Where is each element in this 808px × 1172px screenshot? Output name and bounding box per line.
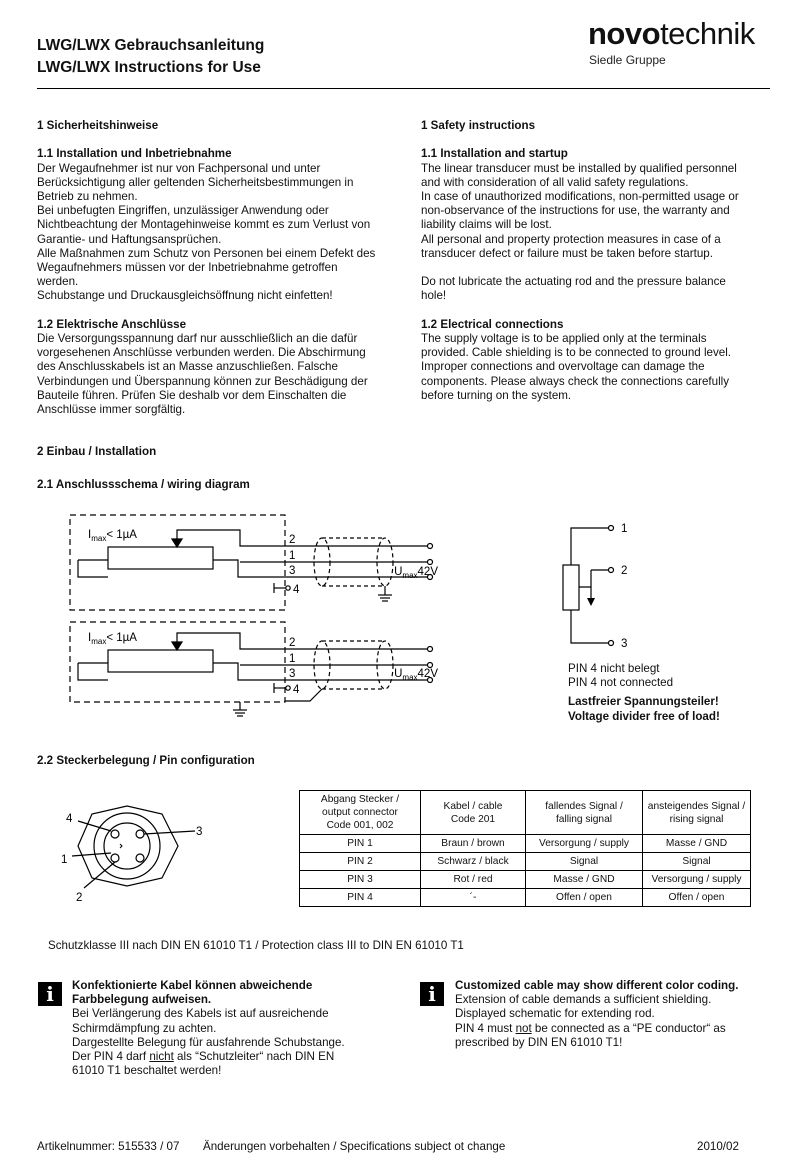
connector-pinout-diagram (58, 800, 218, 910)
pin-configuration-table (299, 790, 751, 907)
note-bold-line: Konfektionierte Kabel können abweichende (72, 979, 313, 992)
heading-pin-configuration: 2.2 Steckerbelegung / Pin configuration (37, 754, 255, 767)
installation-text-de (37, 162, 407, 304)
text-line: Betrieb zu nehmen. (37, 190, 138, 203)
table-cell: Signal (526, 853, 643, 871)
info-icon: i (420, 982, 444, 1006)
text-line: provided. Cable shielding is to be connected to ground level. (421, 346, 732, 360)
note-bold-line: Farbbelegung aufweisen. (72, 993, 212, 1007)
pin4-note (568, 662, 720, 724)
note-line: Extension of cable demands a sufficient shielding. (455, 993, 712, 1007)
text-line: Verbindungen und Überspannung können zur Beschädigung der (37, 374, 368, 388)
table-cell: Offen / open (526, 889, 643, 907)
title-german: LWG/LWX Gebrauchsanleitung (37, 37, 265, 54)
note-bold-line: Customized cable may show different color coding. (455, 979, 739, 992)
protection-class-text: Schutzklasse III nach DIN EN 61010 T1 / Protection class III to DIN EN 61010 T1 (48, 939, 464, 952)
divider-pin-label: 2 (621, 565, 628, 577)
text-line: Schubstange und Druckausgleichsöffnung nicht einfetten! (37, 289, 333, 303)
table-row (300, 871, 751, 889)
text-line: hole! (421, 289, 447, 303)
imax-label-upper: $I_{max}< 1\mu A$ (88, 529, 137, 543)
logo-bold: novo (588, 16, 661, 51)
pin4-note-de: PIN 4 nicht belegt (568, 662, 660, 675)
table-cell: Masse / GND (643, 835, 751, 853)
note-line: Schirmdämpfung zu achten. (72, 1021, 217, 1035)
text-line: Berücksichtigung aller geltenden Sicherheitsbestimmungen in (37, 175, 354, 189)
title-english: LWG/LWX Instructions for Use (37, 59, 261, 76)
text-line: Bauteile führen. Prüfen Sie deshalb vor dem Einschalten die (37, 388, 347, 402)
note-english (455, 979, 775, 1050)
specifications-note: Änderungen vorbehalten / Specifications subject ot change (203, 1140, 506, 1153)
text-line: Die Versorgungsspannung darf nur ausschließlich an die dafür (37, 332, 358, 346)
header-rule (37, 88, 770, 89)
document-title (37, 35, 264, 79)
text-line: Bei unbefugten Eingriffen, unzulässiger Anwendung oder (37, 204, 329, 218)
text-line: Improper connections and overvoltage can damage the (421, 360, 705, 374)
text-line: Der Wegaufnehmer ist nur von Fachpersonal und unter (37, 161, 321, 175)
potentiometer-body (563, 565, 579, 610)
text-line: In case of unauthorized modifications, non-permitted usage or (421, 190, 739, 203)
pin-label: 2 (289, 637, 296, 649)
connector-label: 3 (196, 826, 203, 838)
text-line: vorgesehenen Anschlüsse verbunden werden. Die Abschirmung (37, 346, 366, 360)
table-cell: Offen / open (643, 889, 751, 907)
text-line: Alle Maßnahmen zum Schutz von Personen bei einem Defekt des (37, 246, 376, 260)
note-line: Der PIN 4 darf nicht als “Schutzleiter“ nach DIN EN (72, 1050, 335, 1064)
table-cell: Masse / GND (526, 871, 643, 889)
table-cell: Versorgung / supply (526, 835, 643, 853)
text-line: and with consideration of all valid safety regulations. (421, 175, 689, 189)
text-line: Wegaufnehmers müssen vor der Inbetriebnahme getroffen (37, 261, 338, 275)
text-line: All personal and property protection measures in case of a (421, 232, 721, 246)
electrical-text-de (37, 332, 407, 417)
heading-safety-en: 1 Safety instructions (421, 119, 536, 132)
table-cell: Rot / red (421, 871, 526, 889)
text-line: werden. (37, 275, 79, 289)
heading-electrical-de: 1.2 Elektrische Anschlüsse (37, 317, 187, 331)
table-row (300, 853, 751, 871)
table-cell: PIN 1 (300, 835, 421, 853)
heading-electrical-en: 1.2 Electrical connections (421, 317, 564, 331)
table-header: fallendes Signal / falling signal (526, 791, 643, 835)
pin-label: 1 (289, 653, 296, 665)
heading-installation-section: 2 Einbau / Installation (37, 445, 157, 458)
note-line: Bei Verlängerung des Kabels ist auf ausreichende (72, 1007, 329, 1021)
logo-subtitle: Siedle Gruppe (589, 53, 666, 67)
divider-pin-label: 3 (621, 638, 628, 650)
note-line: prescribed by DIN EN 61010 T1! (455, 1035, 623, 1049)
lubricate-text-en (421, 275, 781, 303)
table-cell: PIN 4 (300, 889, 421, 907)
resistor-upper (108, 547, 213, 569)
document-date: 2010/02 (697, 1140, 739, 1153)
wiring-diagram (60, 505, 440, 720)
safety-section-german (37, 119, 407, 417)
resistor-lower (108, 650, 213, 672)
table-cell: ´- (421, 889, 526, 907)
note-line: PIN 4 must not be connected as a “PE conductor“ as (455, 1021, 726, 1035)
text-line: transducer defect or failure must be taken before startup. (421, 246, 713, 260)
table-header: ansteigendes Signal / rising signal (643, 791, 751, 835)
table-cell: Versorgung / supply (643, 871, 751, 889)
note-line: Displayed schematic for extending rod. (455, 1007, 655, 1021)
text-line: liability claims will be lost. (421, 218, 552, 232)
novotechnik-logo (588, 18, 755, 67)
note-line: 61010 T1 beschaltet werden! (72, 1064, 222, 1078)
umax-label-upper: $U_{max}42V$ (394, 566, 438, 580)
article-number: Artikelnummer: 515533 / 07 (37, 1140, 180, 1153)
pin-label: 2 (289, 534, 296, 546)
electrical-text-en (421, 332, 781, 403)
heading-installation-de: 1.1 Installation und Inbetriebnahme (37, 147, 232, 161)
text-line: non-observance of the instructions for use, the warranty and (421, 204, 730, 218)
pin-label: 3 (289, 565, 296, 577)
table-cell: PIN 3 (300, 871, 421, 889)
info-icon: i (38, 982, 62, 1006)
warning-de: Lastfreier Spannungsteiler! (568, 695, 719, 709)
table-cell: PIN 2 (300, 853, 421, 871)
table-header: Abgang Stecker / output connector Code 001, 002 (300, 791, 421, 835)
divider-pin-label: 1 (621, 523, 628, 535)
connector-outer-hex (78, 806, 178, 886)
pin-label: 4 (293, 684, 300, 696)
safety-section-english (421, 119, 781, 403)
connector-label: 4 (66, 813, 73, 825)
text-line: des Anschlusskabels ist an Masse anzuschließen. Falsche (37, 360, 338, 374)
heading-wiring-diagram: 2.1 Anschlussschema / wiring diagram (37, 478, 250, 491)
text-line: components. Please always check the connections carefully (421, 374, 730, 388)
table-header-row (300, 791, 751, 835)
logo-light: technik (660, 16, 755, 51)
table-row (300, 889, 751, 907)
warning-en: Voltage divider free of load! (568, 709, 720, 723)
text-line: Garantie- und Haftungsansprüchen. (37, 232, 222, 246)
connector-label: 2 (76, 892, 83, 904)
text-line: Nichtbeachtung der Montagehinweise kommt es zum Verlust von (37, 218, 371, 232)
pin4-note-en: PIN 4 not connected (568, 676, 674, 690)
connector-label: 1 (61, 854, 68, 866)
heading-safety-de: 1 Sicherheitshinweise (37, 119, 159, 132)
table-cell: Braun / brown (421, 835, 526, 853)
text-line: before turning on the system. (421, 388, 572, 402)
heading-installation-en: 1.1 Installation and startup (421, 147, 568, 161)
imax-label-lower: $I_{max}< 1\mu A$ (88, 632, 137, 646)
table-cell: Signal (643, 853, 751, 871)
text-line: Anschlüsse immer sorgfältig. (37, 403, 186, 417)
note-german (72, 979, 392, 1078)
text-line: Do not lubricate the actuating rod and the pressure balance (421, 275, 726, 289)
table-header: Kabel / cable Code 201 (421, 791, 526, 835)
pin-label: 3 (289, 668, 296, 680)
text-line: The linear transducer must be installed by qualified personnel (421, 161, 737, 175)
table-cell: Schwarz / black (421, 853, 526, 871)
voltage-divider-diagram (555, 515, 645, 655)
note-line: Dargestellte Belegung für ausfahrende Schubstange. (72, 1035, 345, 1049)
table-row (300, 835, 751, 853)
pin-label: 1 (289, 550, 296, 562)
umax-label-lower: $U_{max}42V$ (394, 668, 438, 682)
pin-label: 4 (293, 584, 300, 596)
text-line: The supply voltage is to be applied only at the terminals (421, 332, 707, 345)
installation-text-en (421, 162, 781, 261)
